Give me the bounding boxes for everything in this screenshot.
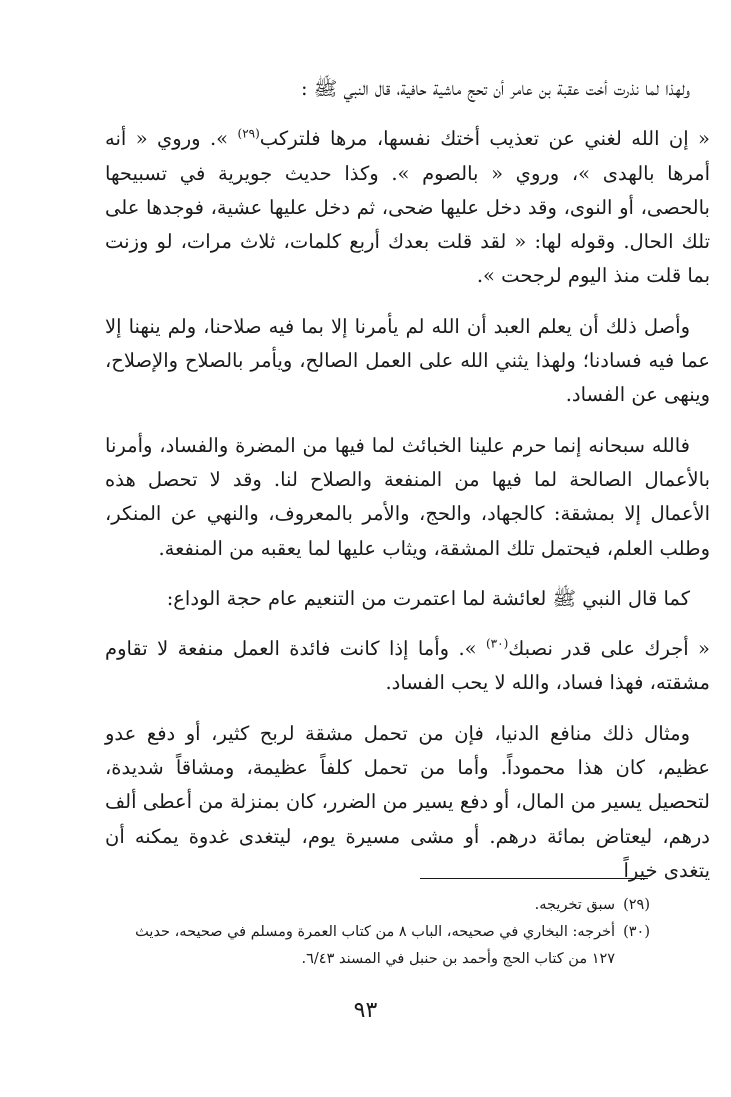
footnote-number: (٢٩) <box>623 897 650 913</box>
paragraph <box>105 632 710 701</box>
footnote-marker: (٣٠) <box>485 636 509 651</box>
paragraph: ولهذا لما نذرت أخت عقبة بن عامر أن تحج ماشية حافية، قال النبي ﷺ : <box>301 77 690 100</box>
footnotes <box>120 892 650 973</box>
quote-text: ». وأما إذا كانت فائدة العمل منفعة لا تقاوم مشقته، فهذا فساد، والله لا يحب الفساد. <box>105 637 710 695</box>
footnote-marker: (٢٩) <box>237 126 260 141</box>
footnote <box>120 919 650 973</box>
quote-text: ». وروي « أنه أمرها بالهدى »، وروي « بالصوم ». وكذا حديث جويرية في تسبيحها بالحصى، أو النوى، وقد دخل عليها ضحى، ثم دخل عليها عشية، فوجدها على تلك الحال. وقوله لها: « لقد قلت بعدك أربع كلمات، ثلاث مرات، لو وزنت بما قلت منذ اليوم لرجحت ». <box>105 127 710 288</box>
footnote-text: سبق تخريجه. <box>534 897 616 913</box>
paragraph: فالله سبحانه إنما حرم علينا الخبائث لما فيها من المضرة والفساد، وأمرنا بالأعمال الصالحة لما فيها من المنفعة والصلاح لنا. وقد لا تحصل هذه الأعمال إلا بمشقة: كالجهاد، والحج، والأمر بالمعروف، والنهي عن المنكر، وطلب العلم، فيحتمل تلك المشقة، ويثاب عليها لما يعقبه من المنفعة. <box>105 433 710 560</box>
footnote-separator <box>420 878 648 879</box>
paragraph: وأصل ذلك أن يعلم العبد أن الله لم يأمرنا إلا بما فيه صلاحنا، ولم ينهنا إلا عما فيه فسادنا؛ ولهذا يثني الله على العمل الصالح، ويأمر بالصلاح والإصلاح، وينهى عن الفساد. <box>105 314 710 407</box>
quote-text: « إن الله لغني عن تعذيب أختك نفسها، مرها فلتركب <box>259 127 710 151</box>
paragraph: كما قال النبي ﷺ لعائشة لما اعتمرت من التنعيم عام حجة الوداع: <box>166 586 690 610</box>
page-number: ٩٣ <box>353 998 378 1023</box>
footnote-text: أخرجه: البخاري في صحيحه، الباب ٨ من كتاب العمرة ومسلم في صحيحه، حديث ١٢٧ من كتاب الحج وأحمد بن حنبل في المسند ٦/٤٣. <box>135 924 616 967</box>
footnote-number: (٣٠) <box>623 924 650 940</box>
body-text <box>105 72 710 904</box>
paragraph: ومثال ذلك منافع الدنيا، فإن من تحمل مشقة لربح كثير، أو دفع عدو عظيم، كان هذا محموداً. وأما من تحمل كلفاً عظيمة، ومشاقاً شديدة، لتحصيل يسير من المال، أو دفع يسير من الضرر، كان بمنزلة من أعطى ألف درهم، ليعتاض بمائة درهم. أو مشى مسيرة يوم، ليتغدى غدوة يمكنه أن يتغدى خيراً <box>105 721 710 882</box>
paragraph <box>105 122 710 293</box>
footnote <box>120 892 650 919</box>
quote-text: « أجرك على قدر نصبك <box>508 637 710 661</box>
